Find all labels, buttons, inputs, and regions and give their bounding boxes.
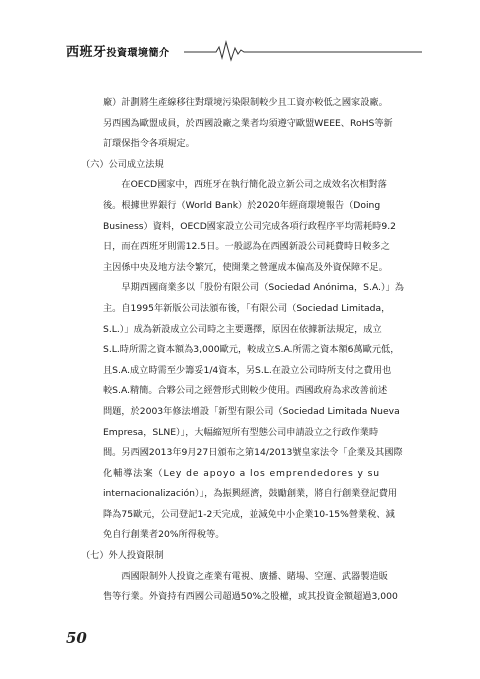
- text-line: 後。根據世界銀行（World Bank）於2020年經商環境報告（Doing: [103, 199, 381, 211]
- text-line: 較S.A.精簡。合夥公司之經營形式則較少使用。西國政府為求改善前述: [103, 385, 388, 397]
- text-line: 化輔導法案（Ley de apoyo a los emprendedores y su: [103, 467, 381, 479]
- text-line: 另西國為歐盟成員，於西國設廠之業者均須遵守歐盟WEEE、RoHS等新: [103, 117, 393, 129]
- header-title: [66, 41, 170, 60]
- text-line: 售等行業。外資持有西國公司超過50%之股權，或其投資金額超過3,000: [103, 591, 398, 603]
- running-header: [66, 38, 422, 64]
- text-line: 免自行創業者20%所得稅等。: [103, 529, 225, 541]
- text-line: 降為75歐元，公司登記1-2天完成，並減免中小企業10-15%營業稅、減: [103, 508, 395, 520]
- text-line: 主因係中央及地方法令繁冗，使開業之營運成本偏高及外資保障不足。: [103, 261, 388, 273]
- text-line: S.L.時所需之資本額為3,000歐元，較成立S.A.所需之資本額6萬歐元低，: [103, 344, 400, 356]
- text-line: Empresa，SLNE）」，大幅縮短所有型態公司申請設立之行政作業時: [103, 426, 379, 438]
- text-line: 主。自1995年新版公司法頒布後，「有限公司（Sociedad Limitada，: [103, 302, 391, 314]
- text-line: 在OECD國家中，西班牙在執行簡化設立新公司之成效名次相對落: [121, 179, 387, 191]
- header-title-main: 西班牙: [66, 45, 107, 60]
- section-heading: （六）公司成立法規: [81, 158, 164, 170]
- text-line: 廠）計劃將生產線移往對環境污染限制較少且工資亦較低之國家設廠。: [103, 97, 388, 108]
- text-line: 間。另西國2013年9月27日頒布之第14/2013號皇家法令「企業及其國際: [103, 447, 403, 459]
- header-title-sub: 投資環境簡介: [106, 48, 170, 59]
- text-line: internacionalización）」，為振興經濟，鼓勵創業，將自行創業登記費用: [103, 488, 398, 500]
- text-line: 訂環保指令各項規定。: [103, 138, 195, 150]
- text-line: 早期西國商業多以「股份有限公司（Sociedad Anónima，S.A.）」為: [121, 282, 404, 294]
- text-line: Business）資料，OECD國家設立公司完成各項行政程序平均需耗時9.2: [103, 220, 396, 232]
- page-number: 50: [66, 629, 87, 647]
- text-line: 且S.A.成立時需至少籌妥1/4資本，另S.L.在設立公司時所支付之費用也: [103, 364, 392, 376]
- text-line: 問題，於2003年修法增設「新型有限公司（Sociedad Limitada Nueva: [103, 405, 400, 417]
- section-heading: （七）外人投資限制: [81, 550, 164, 562]
- body-text: [81, 93, 417, 608]
- text-line: 西國限制外人投資之產業有電視、廣播、賭場、空運、武器製造販: [121, 570, 388, 582]
- text-line: S.L.）」成為新設成立公司時之主要選擇，原因在依據新法規定，成立: [103, 323, 382, 335]
- text-line: 日，而在西班牙則需12.5日。一般認為在西國新設公司耗費時日較多之: [103, 241, 390, 253]
